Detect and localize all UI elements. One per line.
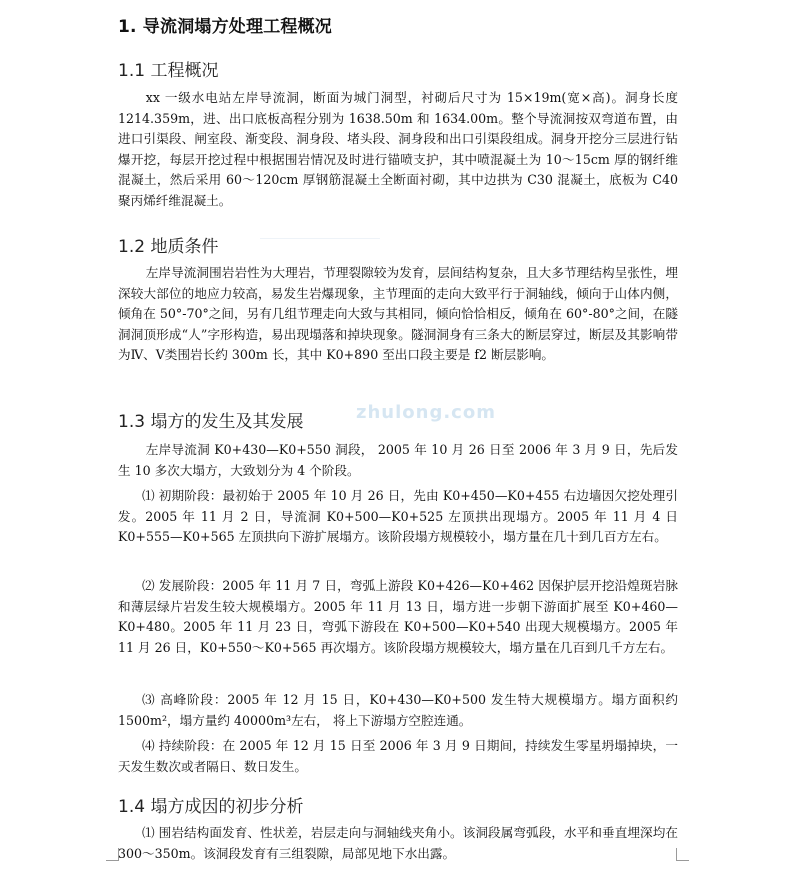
section-heading-1-2: 1.2 地质条件: [118, 237, 219, 257]
watermark: zhulong.com: [356, 402, 496, 423]
section-heading-1-1: 1.1 工程概况: [118, 61, 219, 81]
page-title: 1. 导流洞塌方处理工程概况: [118, 17, 333, 37]
section-1-3-paragraph-stage-3: ⑶ 高峰阶段：2005 年 12 月 15 日，K0+430—K0+500 发生特大规模塌方。塌方面积约 1500m²，塌方量约 40000m³左右， 将上下游塌方空腔连通。: [118, 692, 678, 728]
section-1-3-paragraph-intro: 左岸导流洞 K0+430—K0+550 洞段， 2005 年 10 月 26 日至 2006 年 3 月 9 日，先后发生 10 多次大塌方，大致划分为 4 个阶段。: [118, 442, 678, 478]
section-1-4-paragraph: ⑴ 围岩结构面发育、性状差，岩层走向与洞轴线夹角小。该洞段属弯弧段，水平和垂直埋深均在 300～350m。该洞段发育有三组裂隙，局部见地下水出露。: [118, 825, 678, 861]
section-heading-1-4: 1.4 塌方成因的初步分析: [118, 797, 304, 817]
section-1-3-paragraph-stage-2: ⑵ 发展阶段：2005 年 11 月 7 日，弯弧上游段 K0+426—K0+462 因保护层开挖沿煌斑岩脉和薄层绿片岩发生较大规模塌方。2005 年 11 月 13 日，塌方进一步朝下游面扩展至 K0+460—K0+480。2005 年 11 月 23 日，弯弧下游段在 K0+500—K0+540 出现大规模塌方。2005 年 11 月 26 日，K0+550～K0+565 再次塌方。该阶段塌方规模较大，塌方量在几百到几千方左右。: [118, 578, 678, 655]
watermark-line: [260, 238, 380, 239]
section-1-1-paragraph: xx 一级水电站左岸导流洞，断面为城门洞型，衬砌后尺寸为 15×19m(宽×高)。洞身长度 1214.359m，进、出口底板高程分别为 1638.50m 和 1634.00m。整个导流洞按双弯道布置，由进口引渠段、闸室段、渐变段、洞身段、堵头段、洞身段和出口引渠段组成。洞身开挖分三层进行钻爆开挖，每层开挖过程中根据围岩情况及时进行锚喷支护，其中喷混凝土为 10～15cm 厚的钢纤维混凝土，然后采用 60～120cm 厚钢筋混凝土全断面衬砌，其中边拱为 C30 混凝土，底板为 C40 聚丙烯纤维混凝土。: [118, 90, 678, 208]
section-1-3-paragraph-stage-4: ⑷ 持续阶段：在 2005 年 12 月 15 日至 2006 年 3 月 9 日期间，持续发生零星坍塌掉块，一天发生数次或者隔日、数日发生。: [118, 738, 678, 774]
section-heading-1-3: 1.3 塌方的发生及其发展: [118, 412, 304, 432]
section-1-3-paragraph-stage-1: ⑴ 初期阶段：最初始于 2005 年 10 月 26 日，先由 K0+450—K0+455 右边墙因欠挖处理引发。2005 年 11 月 2 日，导流洞 K0+500—K0+525 左顶拱出现塌方。2005 年 11 月 4 日 K0+555—K0+565 左顶拱向下游扩展塌方。该阶段塌方规模较小，塌方量在几十到几百方左右。: [118, 488, 678, 544]
section-1-2-paragraph: 左岸导流洞围岩岩性为大理岩，节理裂隙较为发育，层间结构复杂，且大多节理结构呈张性，埋深较大部位的地应力较高，易发生岩爆现象，主节理面的走向大致平行于洞轴线，倾向于山体内侧，倾角在 50°-70°之间，另有几组节理走向大致与其相同，倾向恰恰相反，倾角在 60°-80°之间，在隧洞洞顶形成“人”字形构造，易出现塌落和掉块现象。隧洞洞身有三条大的断层穿过，断层及其影响带为Ⅳ、Ⅴ类围岩长约 300m 长，其中 K0+890 至出口段主要是 f2 断层影响。: [118, 265, 678, 362]
